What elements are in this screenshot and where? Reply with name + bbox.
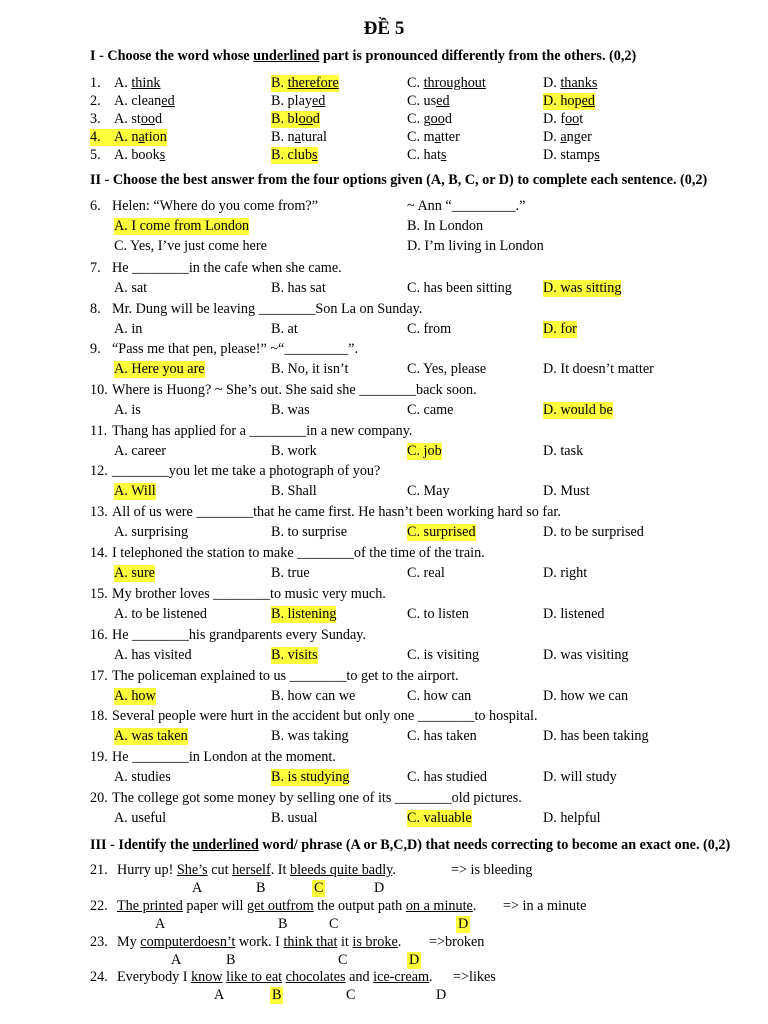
question-stem: I telephoned the station to make ________of the time of the train. — [112, 545, 485, 561]
option-letter-a: A — [192, 880, 203, 896]
option-a: A. surprising — [114, 524, 189, 540]
underlined-phrase: think that — [283, 934, 338, 950]
underlined-part: ed — [311, 93, 326, 109]
option-b: B. has sat — [271, 280, 326, 296]
underlined-part: therefore — [287, 75, 339, 91]
underlined-phrase: She’s — [176, 862, 208, 878]
option-d: D. to be surprised — [543, 524, 644, 540]
question-options — [0, 443, 768, 462]
question-options — [0, 606, 768, 625]
question-14 — [0, 545, 768, 564]
underlined-part: s — [311, 147, 318, 163]
option-c: C. has been sitting — [407, 280, 512, 296]
underlined-phrase: like to eat — [226, 969, 283, 985]
section-2-heading: II - Choose the best answer from the four options given (A, B, C, or D) to complete each sentence. (0,2) — [90, 172, 708, 188]
option-c: C. has studied — [407, 769, 487, 785]
option-letter-b: B — [278, 916, 288, 932]
option-a — [114, 111, 162, 128]
option-d — [543, 93, 595, 110]
option-prefix: D. hop — [543, 93, 582, 109]
option-d — [543, 75, 597, 92]
option-prefix: D. — [543, 75, 561, 91]
option-b: B. usual — [271, 810, 318, 826]
question-number: 16. — [90, 627, 108, 643]
option-prefix: D. stamp — [543, 147, 595, 163]
option-c: C. real — [407, 565, 445, 581]
option-d — [543, 111, 583, 128]
option-b — [271, 111, 320, 128]
question-18 — [0, 708, 768, 727]
question-6-options-1 — [0, 218, 768, 237]
question-options — [0, 280, 768, 299]
sentence-part: Hurry up! — [117, 862, 177, 878]
option-a — [114, 93, 175, 110]
option-a: A. how — [114, 688, 156, 704]
option-b: B. In London — [407, 218, 484, 234]
question-stem: “Pass me that pen, please!” ~“_________”. — [112, 341, 359, 357]
option-b: B. at — [271, 321, 298, 337]
option-c: C. Yes, please — [407, 361, 487, 377]
question-options — [0, 483, 768, 502]
option-a — [114, 75, 161, 92]
underlined-part: oo — [430, 111, 445, 127]
option-c — [407, 111, 452, 128]
option-letter-c: C — [329, 916, 339, 932]
part-3-sentence — [0, 969, 768, 988]
question-stem: He ________his grandparents every Sunday. — [112, 627, 367, 643]
question-options — [0, 810, 768, 829]
option-prefix: C. g — [407, 111, 431, 127]
option-c: C. how can — [407, 688, 472, 704]
option-d: D. would be — [543, 402, 613, 418]
sentence-part: . — [429, 969, 433, 985]
option-prefix: A. n — [114, 129, 139, 145]
sentence-part: and — [345, 969, 374, 985]
option-d: D. Must — [543, 483, 590, 499]
question-number: 2. — [90, 93, 101, 109]
question-stem: ________you let me take a photograph of you? — [112, 463, 381, 479]
underlined-part: ed — [581, 93, 596, 109]
option-d: D. for — [543, 321, 577, 337]
question-number: 21. — [90, 862, 108, 878]
option-letter-a: A — [171, 952, 182, 968]
option-prefix: B. — [271, 75, 288, 91]
correction-answer: =>likes — [453, 969, 496, 985]
option-a — [114, 129, 167, 146]
underlined-phrase: is broke — [352, 934, 398, 950]
option-prefix: A. st — [114, 111, 141, 127]
option-prefix: B. bl — [271, 111, 299, 127]
option-prefix: A. — [114, 75, 132, 91]
sentence-text — [117, 969, 433, 986]
option-letter-a: A — [155, 916, 166, 932]
option-prefix: B. play — [271, 93, 312, 109]
question-number: 13. — [90, 504, 108, 520]
option-b: B. to surprise — [271, 524, 348, 540]
question-11 — [0, 423, 768, 442]
underlined-part: s — [159, 147, 166, 163]
option-d: D. right — [543, 565, 588, 581]
underlined-phrase: get outfrom — [247, 898, 314, 914]
option-d: D. listened — [543, 606, 605, 622]
question-number: 24. — [90, 969, 108, 985]
underlined-phrase: on a minute — [405, 898, 473, 914]
option-b: B. listening — [271, 606, 337, 622]
question-number: 10. — [90, 382, 108, 398]
option-b: B. work — [271, 443, 317, 459]
option-c: C. May — [407, 483, 450, 499]
question-stem: Mr. Dung will be leaving ________Son La on Sunday. — [112, 301, 423, 317]
option-c: C. valuable — [407, 810, 472, 826]
option-a: A. has visited — [114, 647, 192, 663]
part-1-row — [0, 93, 768, 112]
option-suffix: tural — [300, 129, 327, 145]
question-options — [0, 321, 768, 340]
question-number: 7. — [90, 260, 101, 276]
option-d: D. how we can — [543, 688, 629, 704]
option-a: A. Will — [114, 483, 156, 499]
option-c: C. surprised — [407, 524, 476, 540]
question-8 — [0, 301, 768, 320]
underlined-part: oo — [565, 111, 580, 127]
option-b: B. visits — [271, 647, 318, 663]
option-b: B. Shall — [271, 483, 317, 499]
question-options — [0, 688, 768, 707]
question-stem: All of us were ________that he came first. He hasn’t been working hard so far. — [112, 504, 561, 520]
option-prefix: B. n — [271, 129, 295, 145]
question-options — [0, 565, 768, 584]
underlined-part: a — [434, 129, 441, 145]
option-letter-a: A — [214, 987, 225, 1003]
question-stem: Thang has applied for a ________in a new company. — [112, 423, 413, 439]
option-d: D. I’m living in London — [407, 238, 544, 254]
option-letter-d: D — [458, 916, 469, 932]
option-a: A. in — [114, 321, 143, 337]
underlined-part: a — [560, 129, 567, 145]
correction-answer: => is bleeding — [451, 862, 533, 878]
question-options — [0, 524, 768, 543]
option-suffix: nger — [566, 129, 592, 145]
option-suffix: tion — [144, 129, 167, 145]
part-3-sentence — [0, 898, 768, 917]
option-c — [407, 75, 486, 92]
option-letter-b: B — [226, 952, 236, 968]
option-b — [271, 147, 318, 164]
option-prefix: A. clean — [114, 93, 162, 109]
question-16 — [0, 627, 768, 646]
option-a: A. to be listened — [114, 606, 207, 622]
sentence-part: paper will — [182, 898, 248, 914]
option-b: B. is studying — [271, 769, 350, 785]
page-title: ĐỀ 5 — [363, 18, 405, 39]
option-b — [271, 75, 339, 92]
underlined-phrase: chocolates — [285, 969, 346, 985]
underlined-phrase: bleeds quite badly — [290, 862, 393, 878]
question-7 — [0, 260, 768, 279]
option-b: B. was — [271, 402, 310, 418]
option-b: B. true — [271, 565, 310, 581]
option-letter-c: C — [338, 952, 348, 968]
option-prefix: C. — [407, 75, 424, 91]
question-9 — [0, 341, 768, 360]
option-prefix: C. m — [407, 129, 435, 145]
question-number: 20. — [90, 790, 108, 806]
underlined-part: thanks — [560, 75, 598, 91]
option-d: D. will study — [543, 769, 617, 785]
sentence-text — [117, 934, 401, 951]
part-3-sentence — [0, 862, 768, 881]
option-suffix: d — [444, 111, 452, 127]
question-number: 9. — [90, 341, 101, 357]
question-number: 11. — [90, 423, 108, 439]
question-options — [0, 728, 768, 747]
option-c: C. job — [407, 443, 442, 459]
underlined-phrase: know — [191, 969, 223, 985]
question-6-options-2 — [0, 238, 768, 257]
section-1-heading: I - Choose the word whose underlined part is pronounced differently from the others. (0,2) — [90, 48, 637, 64]
sentence-part: work. I — [235, 934, 284, 950]
option-suffix: d — [155, 111, 163, 127]
option-a: A. sure — [114, 565, 155, 581]
option-b — [271, 93, 325, 110]
underlined-phrase: herself — [232, 862, 271, 878]
option-d: D. task — [543, 443, 584, 459]
part-1-row — [0, 147, 768, 166]
underlined-phrase: ice-cream — [373, 969, 430, 985]
option-letter-b: B — [256, 880, 266, 896]
sentence-part: My — [117, 934, 141, 950]
correction-answer: => in a minute — [503, 898, 587, 914]
question-options — [0, 769, 768, 788]
question-15 — [0, 586, 768, 605]
question-stem: The college got some money by selling one of its ________old pictures. — [112, 790, 522, 806]
option-a: A. Here you are — [114, 361, 205, 377]
sentence-part: . — [472, 898, 477, 914]
question-number: 22. — [90, 898, 108, 914]
question-stem: The policeman explained to us ________to get to the airport. — [112, 668, 459, 684]
question-10 — [0, 382, 768, 401]
option-b: B. how can we — [271, 688, 356, 704]
part-1-row — [0, 129, 768, 148]
option-prefix: D. — [543, 129, 561, 145]
question-number: 8. — [90, 301, 101, 317]
option-c — [407, 147, 446, 164]
correction-answer: =>broken — [429, 934, 485, 950]
option-letter-c: C — [346, 987, 356, 1003]
underlined-part: ed — [436, 93, 450, 109]
underlined-part: think — [131, 75, 161, 91]
question-number: 5. — [90, 147, 101, 163]
option-b: B. was taking — [271, 728, 349, 744]
question-number: 12. — [90, 463, 108, 479]
sentence-text — [117, 862, 396, 879]
question-number: 15. — [90, 586, 108, 602]
question-13 — [0, 504, 768, 523]
sentence-part: . — [392, 862, 396, 878]
question-stem: He ________in the cafe when she came. — [112, 260, 342, 276]
question-options — [0, 361, 768, 380]
option-d — [543, 147, 600, 164]
sentence-part: . — [397, 934, 402, 950]
option-letter-b: B — [272, 987, 282, 1003]
option-a: A. studies — [114, 769, 171, 785]
question-number: 19. — [90, 749, 108, 765]
part-3-sentence — [0, 934, 768, 953]
question-number: 1. — [90, 75, 101, 91]
part-1-row — [0, 75, 768, 94]
option-a: A. sat — [114, 280, 148, 296]
option-c: C. from — [407, 321, 452, 337]
underlined-part: a — [294, 129, 301, 145]
sentence-part: the output path — [313, 898, 406, 914]
underlined-part: throughout — [423, 75, 486, 91]
option-letter-c: C — [314, 880, 324, 896]
option-c: C. is visiting — [407, 647, 480, 663]
option-c: C. to listen — [407, 606, 469, 622]
underlined-part: s — [440, 147, 447, 163]
option-letter-d: D — [374, 880, 385, 896]
option-c: C. has taken — [407, 728, 477, 744]
question-number: 14. — [90, 545, 108, 561]
question-options — [0, 647, 768, 666]
option-b: B. No, it isn’t — [271, 361, 349, 377]
question-12 — [0, 463, 768, 482]
option-d: D. helpful — [543, 810, 601, 826]
option-letter-d: D — [436, 987, 447, 1003]
sentence-part: cut — [207, 862, 233, 878]
option-c — [407, 129, 460, 146]
option-letter-d: D — [409, 952, 420, 968]
underlined-phrase: The printed — [117, 898, 183, 914]
question-stem: Several people were hurt in the accident but only one ________to hospital. — [112, 708, 538, 724]
option-prefix: B. club — [271, 147, 312, 163]
option-c: C. Yes, I’ve just come here — [114, 238, 267, 254]
question-number: 3. — [90, 111, 101, 127]
question-options — [0, 402, 768, 421]
underlined-part: ed — [161, 93, 175, 109]
option-suffix: t — [579, 111, 584, 127]
question-stem: He ________in London at the moment. — [112, 749, 336, 765]
question-20 — [0, 790, 768, 809]
question-stem: My brother loves ________to music very much. — [112, 586, 386, 602]
sentence-text — [117, 898, 476, 915]
underlined-part: s — [594, 147, 600, 163]
option-d: D. It doesn’t matter — [543, 361, 654, 377]
question-number: 23. — [90, 934, 108, 950]
option-d — [543, 129, 592, 146]
option-a: A. was taken — [114, 728, 188, 744]
sentence-part: Everybody I — [117, 969, 192, 985]
option-d: D. was visiting — [543, 647, 629, 663]
question-stem: Where is Huong? ~ She’s out. She said she ________back soon. — [112, 382, 477, 398]
option-prefix: A. book — [114, 147, 160, 163]
question-6: 6. Helen: “Where do you come from?” ~ Ann “_________.” — [90, 198, 526, 214]
option-d: D. has been taking — [543, 728, 649, 744]
option-a: A. career — [114, 443, 166, 459]
sentence-part: it — [337, 934, 353, 950]
question-number: 18. — [90, 708, 108, 724]
question-17 — [0, 668, 768, 687]
underlined-part: oo — [140, 111, 155, 127]
question-19 — [0, 749, 768, 768]
option-a — [114, 147, 165, 164]
option-b — [271, 129, 327, 146]
underlined-part: a — [138, 129, 145, 145]
question-number: 17. — [90, 668, 108, 684]
option-c: C. came — [407, 402, 454, 418]
option-suffix: tter — [440, 129, 460, 145]
option-a: A. useful — [114, 810, 167, 826]
option-d: D. was sitting — [543, 280, 622, 296]
option-a: A. I come from London — [114, 218, 250, 234]
question-number: 4. — [90, 129, 121, 146]
option-c — [407, 93, 450, 110]
underlined-phrase: computerdoesn’t — [140, 934, 236, 950]
option-a: A. is — [114, 402, 141, 418]
part-1-row — [0, 111, 768, 130]
sentence-part: . It — [270, 862, 290, 878]
option-suffix: d — [312, 111, 320, 127]
section-3-heading: III - Identify the underlined word/ phrase (A or B,C,D) that needs correcting to become an exact one. (0,2) — [90, 837, 731, 853]
option-prefix: C. hat — [407, 147, 441, 163]
option-prefix: C. us — [407, 93, 437, 109]
underlined-part: oo — [298, 111, 313, 127]
option-prefix: D. f — [543, 111, 566, 127]
